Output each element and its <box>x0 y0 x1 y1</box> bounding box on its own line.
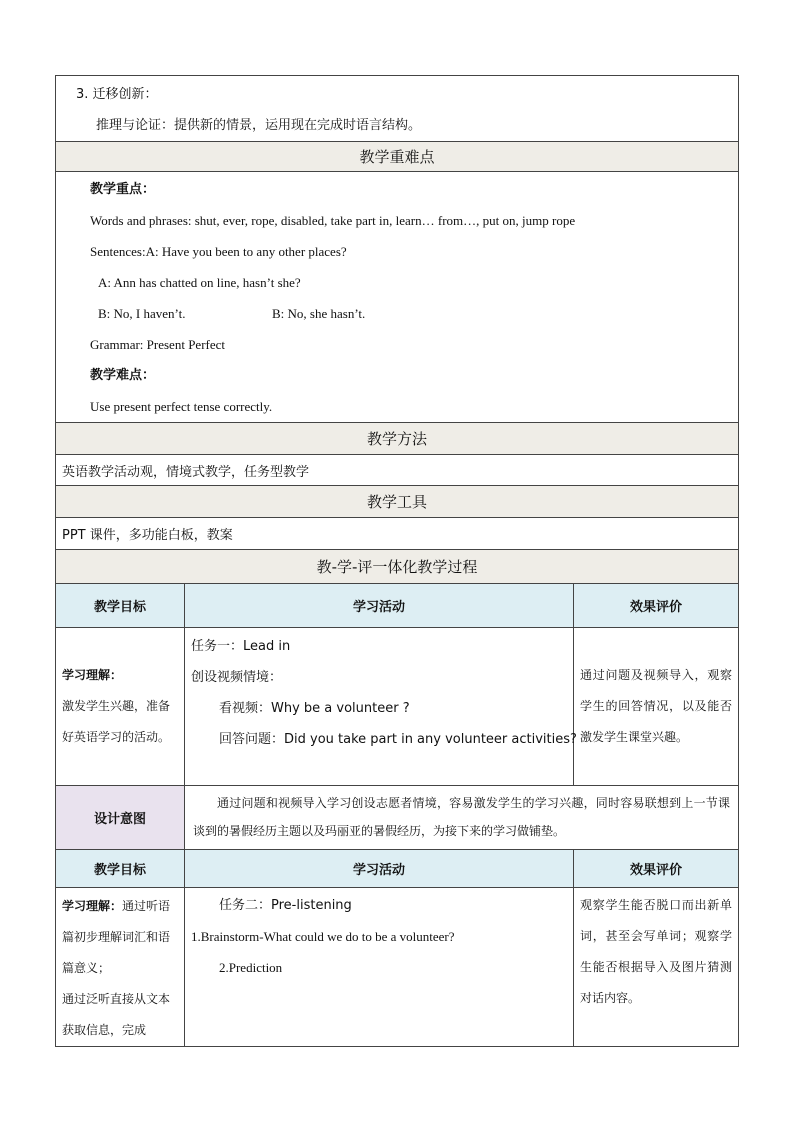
task1-activity <box>185 628 577 786</box>
task1-activity-line-3: 看视频：Why be a volunteer ? <box>219 701 410 716</box>
task1-goal-title: 学习理解： <box>62 668 123 682</box>
task2-activity-line-3: 2.Prediction <box>219 960 283 975</box>
methods-text: 英语教学活动观，情境式教学，任务型教学 <box>56 455 739 486</box>
task2-goal-line1 <box>62 891 179 984</box>
task2-eval: 观察学生能否脱口而出新单词，甚至会写单词；观察学生能否根据导入及图片猜测对话内容。 <box>574 888 739 1047</box>
design-intent-text: 通过问题和视频导入学习创设志愿者情境，容易激发学生的学习兴趣，同时容易联想到上一节课谈到的暑假经历主题以及玛丽亚的暑假经历，为接下来的学习做铺垫。 <box>185 786 739 850</box>
methods-header: 教学方法 <box>56 423 739 455</box>
difficulty-label: 教学难点： <box>90 368 156 383</box>
grammar-line: Grammar: Present Perfect <box>90 337 226 352</box>
task1-activity-line-4: 回答问题：Did you take part in any volunteer activities? <box>219 732 577 747</box>
task2-activity <box>185 888 574 1047</box>
col-goal-header-2: 教学目标 <box>56 850 185 888</box>
sentence-a: A: Ann has chatted on line, hasn’t she? <box>98 275 301 290</box>
task1-goal-text: 激发学生兴趣，准备好英语学习的活动。 <box>62 699 171 744</box>
focus-label: 教学重点： <box>90 182 156 197</box>
task1-goal <box>56 628 185 786</box>
difficulty-text: Use present perfect tense correctly. <box>90 399 273 414</box>
process-header: 教-学-评一体化教学过程 <box>56 550 739 584</box>
col-activity-header: 学习活动 <box>185 584 574 628</box>
key-points-header: 教学重难点 <box>56 142 739 172</box>
task2-goal-title: 学习理解： <box>62 899 123 913</box>
transfer-innovation-cell <box>56 76 739 142</box>
words-phrases: Words and phrases: shut, ever, rope, disabled, take part in, learn… from…, put on, jump rope <box>90 213 576 228</box>
sentence-b2: B: No, she hasn’t. <box>272 306 366 321</box>
sentence-b-row <box>56 298 738 329</box>
task2-goal-text: 通过听语篇初步理解词汇和语篇意义； <box>62 899 171 975</box>
sentences-line: Sentences:A: Have you been to any other places? <box>90 244 347 259</box>
col-eval-header-2: 效果评价 <box>574 850 739 888</box>
col-eval-header: 效果评价 <box>574 584 739 628</box>
col-goal-header: 教学目标 <box>56 584 185 628</box>
tools-header: 教学工具 <box>56 486 739 518</box>
task2-goal-text2: 通过泛听直接从文本获取信息，完成 <box>62 992 171 1037</box>
task1-eval: 通过问题及视频导入，观察学生的回答情况，以及能否激发学生课堂兴趣。 <box>574 628 739 786</box>
design-intent-label: 设计意图 <box>56 786 185 850</box>
sentence-b1: B: No, I haven’t. <box>98 306 186 321</box>
col-activity-header-2: 学习活动 <box>185 850 574 888</box>
task2-activity-line-2: 1.Brainstorm-What could we do to be a volunteer? <box>191 929 455 944</box>
key-points-cell <box>56 172 739 423</box>
task1-activity-line-2: 创设视频情境： <box>191 670 283 685</box>
transfer-innovation-text: 推理与论证：提供新的情景，运用现在完成时语言结构。 <box>96 118 422 133</box>
task2-activity-line-1: 任务二：Pre-listening <box>219 898 352 913</box>
lesson-plan-page <box>55 75 738 1047</box>
task2-goal <box>56 888 185 1047</box>
task1-activity-line-1: 任务一：Lead in <box>191 639 291 654</box>
transfer-innovation-title: 3. 迁移创新： <box>76 87 158 102</box>
tools-text: PPT 课件，多功能白板，教案 <box>56 518 739 550</box>
lesson-plan-table <box>55 75 739 1047</box>
